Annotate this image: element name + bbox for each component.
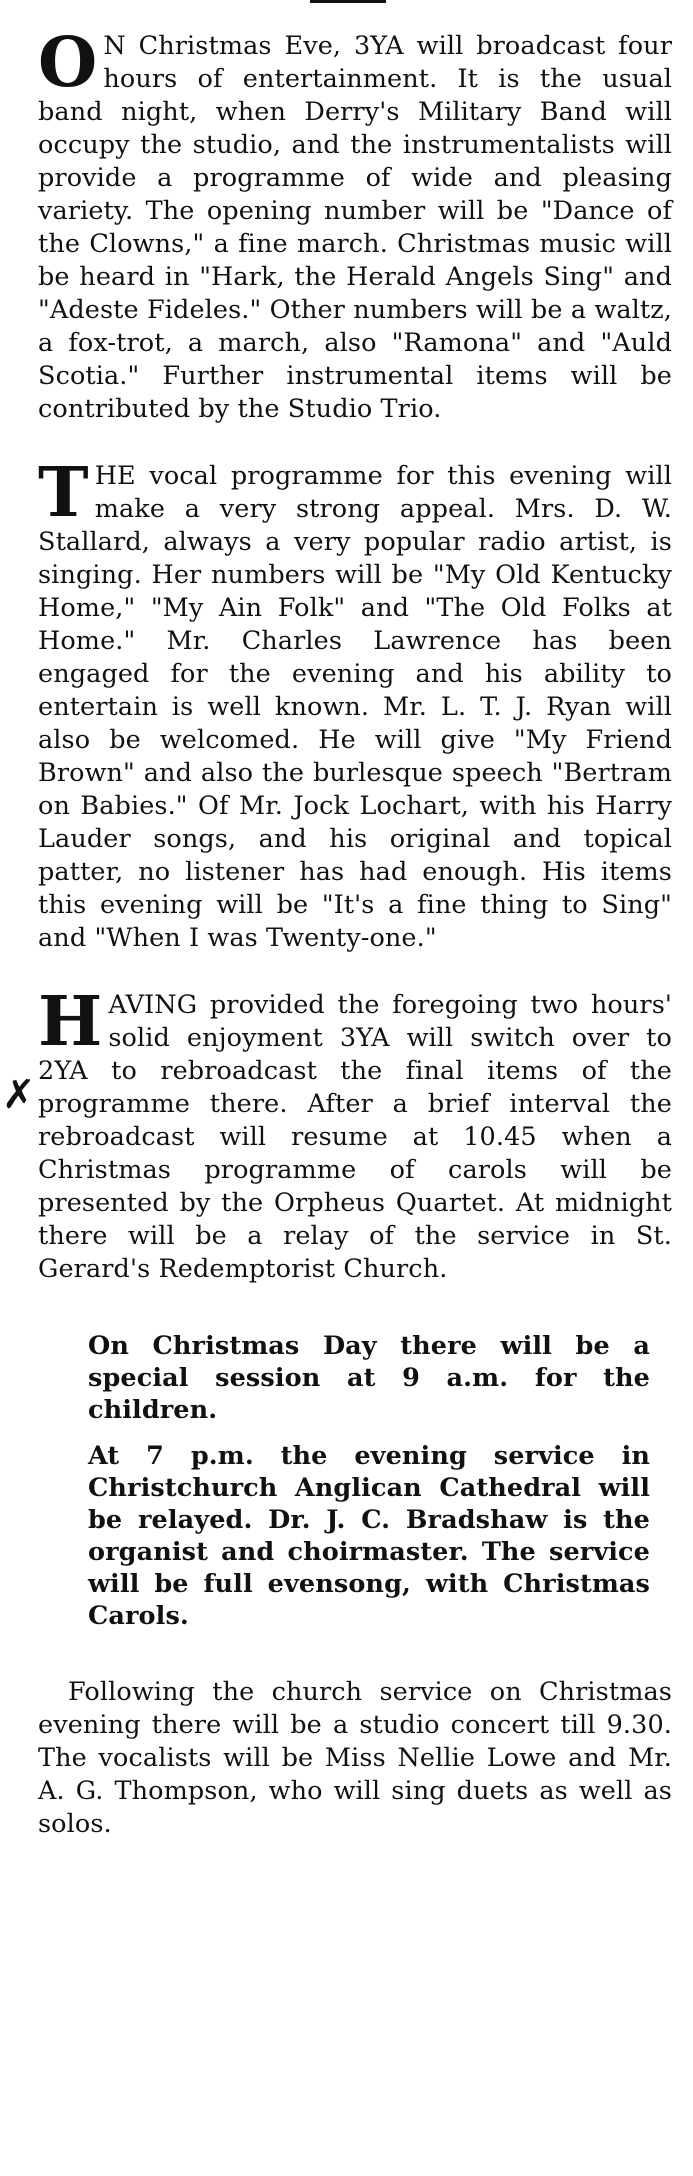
paragraph-rebroadcast [38, 982, 672, 1286]
paragraph-vocal-programme [38, 453, 672, 955]
top-divider [310, 0, 386, 3]
drop-cap: T [38, 453, 89, 533]
drop-cap: H [38, 982, 103, 1062]
paragraph-text: AVING provided the foregoing two hours' solid enjoyment 3YA will switch over to 2YA to rebroadcast the final items of the programme there. After a brief interval the rebroadcast will resume at 10.45 when a Christmas programme of carols will be presented by the Orpheus Quartet. At midnight there will be a relay of the service in St. Gerard's Redemptorist Church. [38, 990, 672, 1284]
article-column [38, 23, 672, 1841]
paragraph-text: N Christmas Eve, 3YA will broadcast four hours of entertainment. It is the usual band night, when Derry's Military Band will occupy the studio, and the instrumentalists will provide a programme of wide and pleasing variety. The opening number will be "Dance of the Clowns," a fine march. Christmas music will be heard in "Hark, the Herald Angels Sing" and "Adeste Fideles." Other numbers will be a waltz, a fox-trot, a march, also "Ramona" and "Auld Scotia." Further instrumental items will be contributed by the Studio Trio. [38, 31, 672, 424]
paragraph-christmas-day: On Christmas Day there will be a special session at 9 a.m. for the children. [88, 1331, 650, 1425]
paragraph-christmas-eve [38, 23, 672, 426]
paragraph-text: HE vocal programme for this evening will make a very strong appeal. Mrs. D. W. Stallard, always a very popular radio artist, is singing. Her numbers will be "My Old Kentucky Home," "My Ain Folk" and "The Old Folks at Home." Mr. Charles Lawrence has been engaged for the evening and his ability to entertain is well known. Mr. L. T. J. Ryan will also be welcomed. He will give "My Friend Brown" and also the burlesque speech "Bertram on Babies." Of Mr. Jock Lochart, with his Harry Lauder songs, and his original and topical patter, no listener has had enough. His items this evening will be "It's a fine thing to Sing" and "When I was Twenty-one." [38, 461, 672, 953]
drop-cap: O [38, 23, 98, 103]
margin-annotation-mark: ✗ [2, 1072, 36, 1118]
paragraph-evening-service: At 7 p.m. the evening service in Christchurch Anglican Cathedral will be relayed. Dr. J. C. Bradshaw is the organist and choirmaster. The service will be full evensong, with Christmas Carols. [88, 1441, 650, 1631]
paragraph-studio-concert: Following the church service on Christmas evening there will be a studio concert till 9.30. The vocalists will be Miss Nellie Lowe and Mr. A. G. Thompson, who will sing duets as well as solos. [38, 1677, 672, 1839]
